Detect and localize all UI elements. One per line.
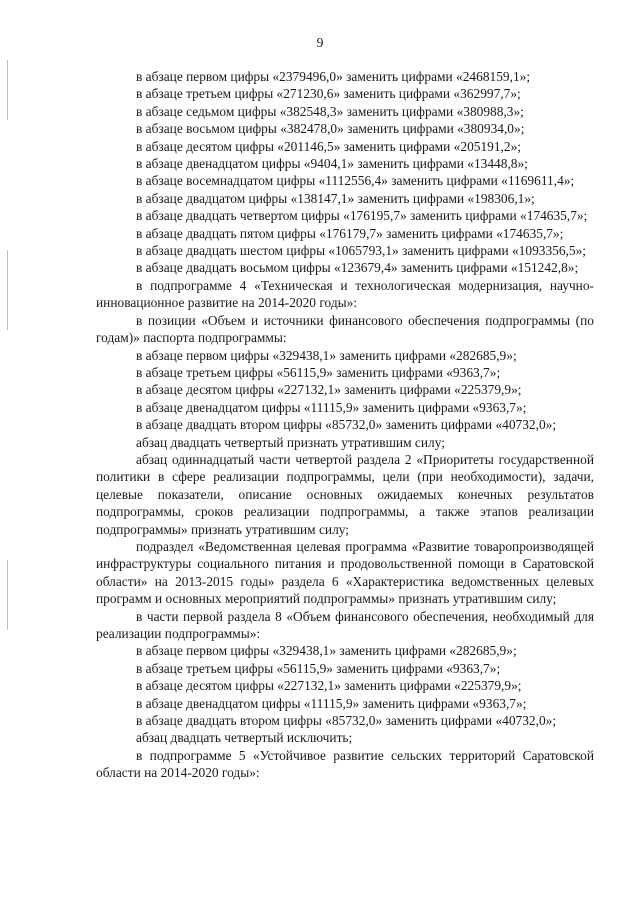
paragraph: в абзаце двенадцатом цифры «11115,9» заменить цифрами «9363,7»;: [136, 399, 527, 415]
paragraph: в абзаце седьмом цифры «382548,3» заменить цифрами «380988,3»;: [136, 103, 524, 119]
scan-edge-mark: [7, 560, 8, 630]
paragraph: в абзаце третьем цифры «56115,9» заменить цифрами «9363,7»;: [136, 660, 501, 676]
paragraph: в абзаце первом цифры «329438,1» заменить цифрами «282685,9»;: [136, 347, 517, 363]
document-body: [96, 68, 594, 782]
paragraph: в абзаце восемнадцатом цифры «1112556,4» заменить цифрами «1169611,4»;: [136, 173, 575, 189]
scan-edge-mark: [7, 250, 8, 330]
paragraph: подраздел «Ведомственная целевая программа «Развитие товаропроизводящей инфраструктуры социального питания и продовольственной помощи в Саратовской области» на 2013-2015 годы» раздела 6 «Характеристика ведомственных целевых программ и основных мероприятий подпрограммы» признать утратившим силу;: [96, 538, 594, 607]
paragraph: в абзаце первом цифры «329438,1» заменить цифрами «282685,9»;: [136, 643, 517, 659]
paragraph: в абзаце двенадцатом цифры «9404,1» заменить цифрами «13448,8»;: [136, 156, 528, 172]
paragraph: в части первой раздела 8 «Объем финансового обеспечения, необходимый для реализации подпрограммы»:: [96, 608, 594, 641]
paragraph: в подпрограмме 4 «Техническая и технологическая модернизация, научно-инновационное развитие на 2014-2020 годы»:: [96, 277, 594, 311]
paragraph: в абзаце первом цифры «2379496,0» заменить цифрами «2468159,1»;: [136, 69, 531, 84]
paragraph: абзац двадцать четвертый исключить;: [136, 730, 353, 746]
paragraph: в абзаце двадцатом цифры «138147,1» заменить цифрами «198306,1»;: [136, 190, 535, 206]
page-number: 9: [316, 35, 324, 50]
paragraph: в абзаце третьем цифры «56115,9» заменить цифрами «9363,7»;: [136, 364, 501, 380]
paragraph: в абзаце десятом цифры «201146,5» заменить цифрами «205191,2»;: [136, 138, 521, 154]
paragraph: в абзаце двадцать втором цифры «85732,0» заменить цифрами «40732,0»;: [136, 713, 557, 729]
scan-edge-mark: [7, 60, 8, 120]
paragraph: в абзаце двадцать восьмом цифры «123679,4» заменить цифрами «151242,8»;: [136, 260, 579, 276]
paragraph: в абзаце двадцать втором цифры «85732,0» заменить цифрами «40732,0»;: [136, 417, 557, 433]
paragraph: в абзаце десятом цифры «227132,1» заменить цифрами «225379,9»;: [136, 382, 522, 398]
paragraph: в абзаце восьмом цифры «382478,0» заменить цифрами «380934,0»;: [136, 121, 525, 137]
paragraph: в абзаце двенадцатом цифры «11115,9» заменить цифрами «9363,7»;: [136, 695, 527, 711]
paragraph: в абзаце третьем цифры «271230,6» заменить цифрами «362997,7»;: [136, 86, 521, 102]
paragraph: в абзаце двадцать шестом цифры «1065793,1» заменить цифрами «1093356,5»;: [136, 243, 587, 259]
paragraph: в абзаце двадцать пятом цифры «176179,7» заменить цифрами «174635,7»;: [136, 225, 564, 241]
paragraph: в абзаце десятом цифры «227132,1» заменить цифрами «225379,9»;: [136, 678, 522, 694]
paragraph: в позиции «Объем и источники финансового обеспечения подпрограммы (по годам)» паспорта подпрограммы:: [96, 312, 594, 346]
paragraph: в подпрограмме 5 «Устойчивое развитие сельских территорий Саратовской области на 2014-2020 годы»:: [96, 747, 594, 781]
paragraph: абзац двадцать четвертый признать утратившим силу;: [136, 434, 445, 450]
paragraph: в абзаце двадцать четвертом цифры «176195,7» заменить цифрами «174635,7»;: [136, 208, 588, 224]
paragraph: абзац одиннадцатый части четвертой раздела 2 «Приоритеты государственной политики в сфере реализации подпрограммы, цели (при необходимости), задачи, целевые показатели, описание основных ожидаемых конечных результатов подпрограммы, сроков реализации подпрограммы, а также этапов реализации подпрограммы» признать утратившим силу;: [96, 451, 594, 537]
